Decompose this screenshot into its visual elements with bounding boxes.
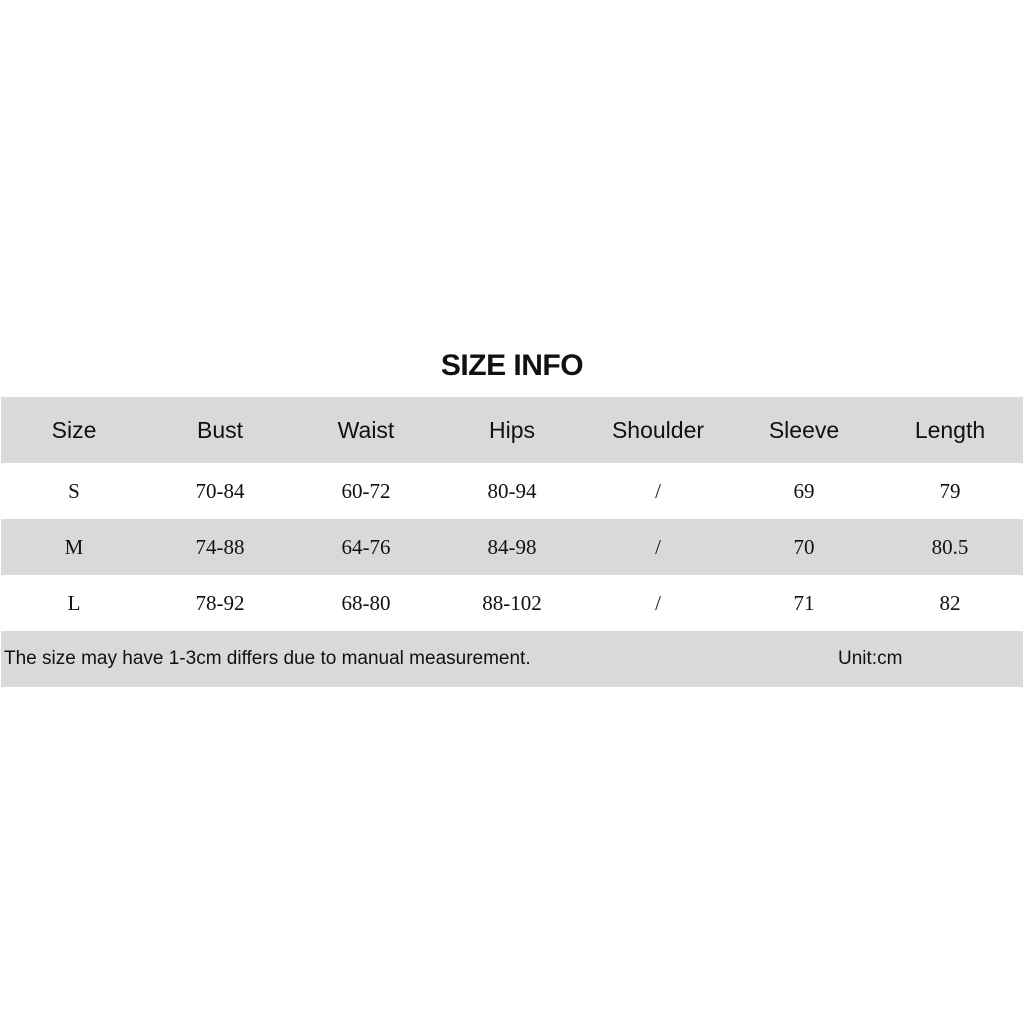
cell-length: 80.5 [931, 534, 969, 559]
table-footer [1, 631, 1023, 687]
cell-waist: 60-72 [341, 478, 391, 503]
header-length: Length [914, 416, 986, 443]
cell-length: 82 [939, 590, 961, 615]
cell-hips: 88-102 [482, 590, 542, 615]
cell-length: 79 [939, 478, 961, 503]
cell-bust: 78-92 [195, 590, 245, 615]
cell-size: L [67, 590, 81, 615]
table-header-row [1, 397, 1023, 463]
cell-bust: 74-88 [195, 534, 245, 559]
cell-shoulder: / [655, 534, 661, 559]
header-shoulder: Shoulder [611, 416, 705, 443]
cell-sleeve: 70 [793, 534, 815, 559]
cell-size: S [68, 478, 80, 503]
unit-label: Unit:cm [838, 648, 903, 669]
cell-waist: 68-80 [341, 590, 391, 615]
header-hips: Hips [488, 416, 535, 443]
cell-bust: 70-84 [195, 478, 245, 503]
header-size: Size [51, 416, 97, 443]
cell-waist: 64-76 [341, 534, 391, 559]
header-bust: Bust [196, 416, 244, 443]
size-table [1, 397, 1023, 687]
page-title: SIZE INFO [440, 349, 584, 382]
cell-sleeve: 69 [793, 478, 815, 503]
cell-hips: 84-98 [487, 534, 537, 559]
cell-size: M [64, 534, 84, 559]
table-row [1, 463, 1023, 519]
measurement-note: The size may have 1-3cm differs due to manual measurement. [4, 648, 531, 669]
cell-hips: 80-94 [487, 478, 537, 503]
table-row [1, 575, 1023, 631]
table-row [1, 519, 1023, 575]
header-waist: Waist [337, 416, 395, 443]
cell-shoulder: / [655, 590, 661, 615]
cell-shoulder: / [655, 478, 661, 503]
header-sleeve: Sleeve [768, 416, 840, 443]
cell-sleeve: 71 [793, 590, 815, 615]
